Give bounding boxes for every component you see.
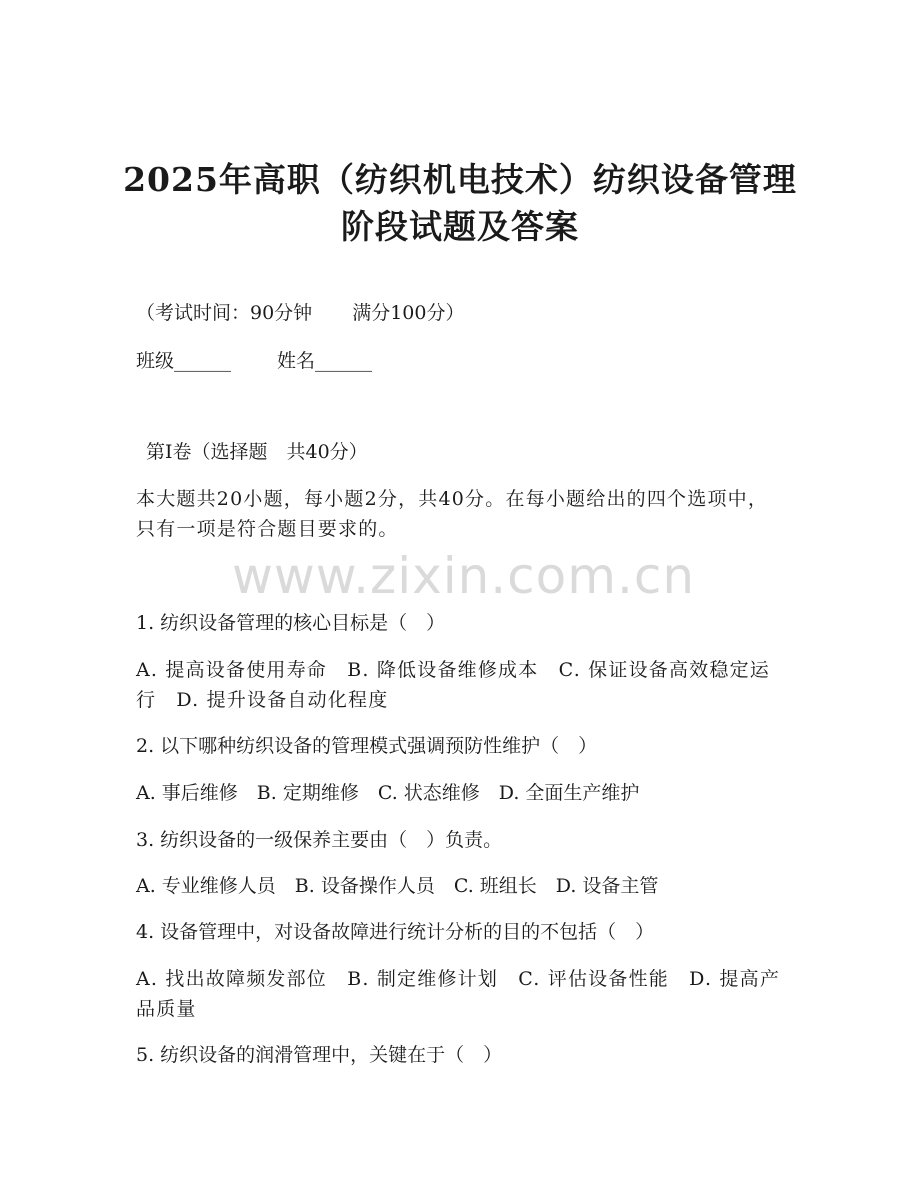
question-4-stem: 4. 设备管理中，对设备故障进行统计分析的目的不包括（ ） xyxy=(136,921,655,943)
question-2-options: A. 事后维修 B. 定期维修 C. 状态维修 D. 全面生产维护 xyxy=(136,782,640,804)
question-3-options: A. 专业维修人员 B. 设备操作人员 C. 班组长 D. 设备主管 xyxy=(136,875,659,897)
section-title: 第Ⅰ卷（选择题 共40分） xyxy=(146,441,368,463)
question-1-options: A. 提高设备使用寿命 B. 降低设备维修成本 C. 保证设备高效稳定运行 D. 提升设备自动化程度 xyxy=(136,659,770,711)
class-field-label: 班级______ xyxy=(136,350,232,372)
question-3-stem: 3. 纺织设备的一级保养主要由（ ）负责。 xyxy=(136,829,503,851)
full-score: 满分100分） xyxy=(352,302,465,324)
question-4-options: A. 找出故障频发部位 B. 制定维修计划 C. 评估设备性能 D. 提高产品质量 xyxy=(136,968,781,1020)
exam-info xyxy=(136,298,796,328)
student-info xyxy=(136,346,796,376)
name-field-label: 姓名______ xyxy=(277,350,373,372)
watermark-text: www.zixin.com.cn xyxy=(232,547,696,605)
question-2-stem: 2. 以下哪种纺织设备的管理模式强调预防性维护（ ） xyxy=(136,735,598,757)
question-1-stem: 1. 纺织设备管理的核心目标是（ ） xyxy=(136,612,446,634)
section-instructions: 本大题共20小题，每小题2分，共40分。在每小题给出的四个选项中，只有一项是符合题目要求的。 xyxy=(136,488,769,540)
question-5-stem: 5. 纺织设备的润滑管理中，关键在于（ ） xyxy=(136,1044,503,1066)
document-title-line1: 2025年高职（纺织机电技术）纺织设备管理 xyxy=(123,160,797,199)
document-title-line2: 阶段试题及答案 xyxy=(341,207,579,246)
exam-time: （考试时间：90分钟 xyxy=(136,302,313,324)
